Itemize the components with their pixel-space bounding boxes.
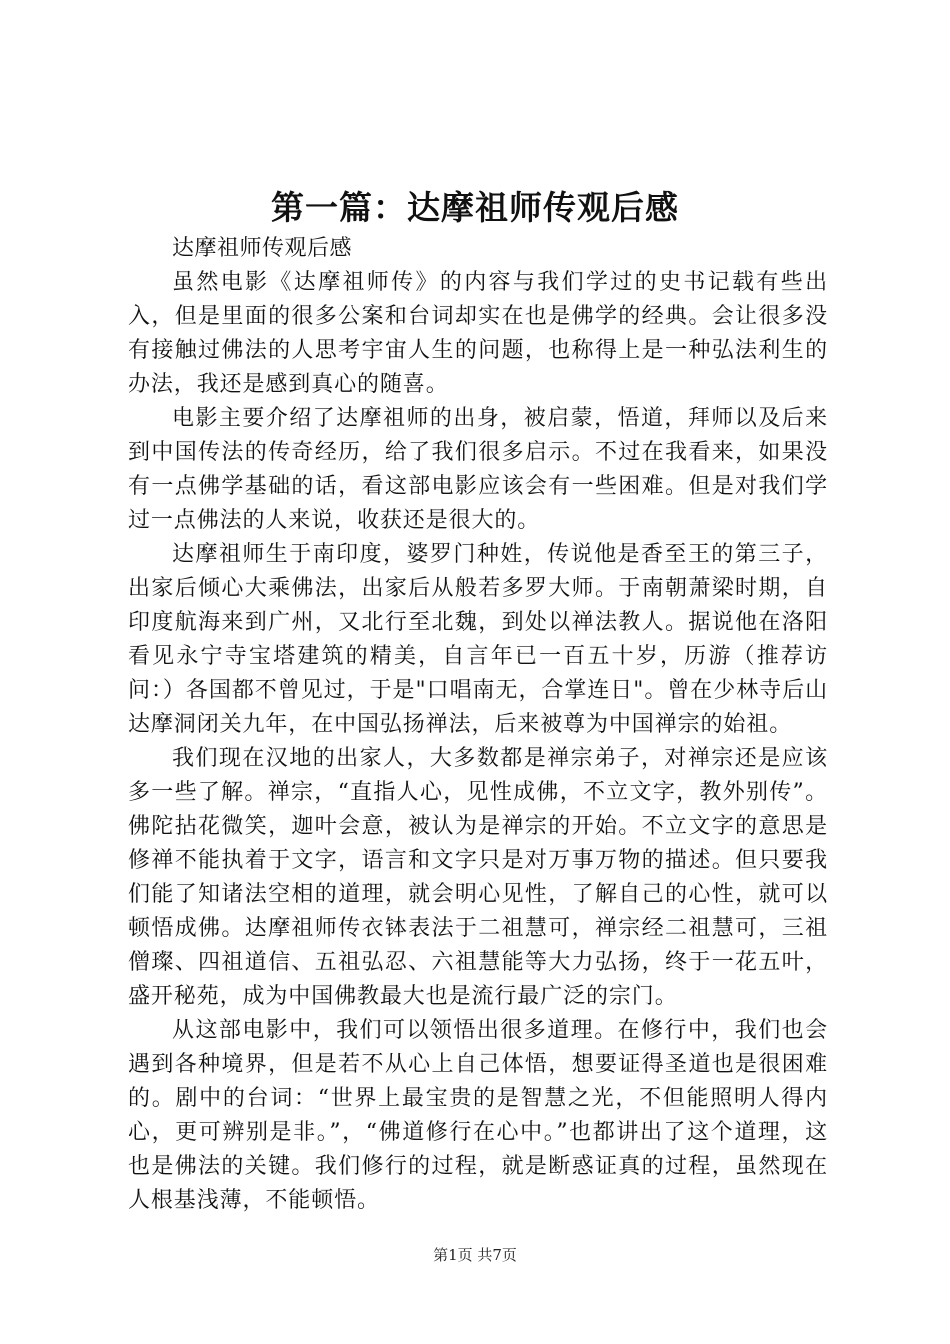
paragraph-5: 从这部电影中，我们可以领悟出很多道理。在修行中，我们也会遇到各种境界，但是若不从心上自己体悟，想要证得圣道也是很困难的。剧中的台词：“世界上最宝贵的是智慧之光，不但能照明人得内心，更可辨别是非。”，“佛道修行在心中。”也都讲出了这个道理，这也是佛法的关键。我们修行的过程，就是断惑证真的过程，虽然现在人根基浅薄，不能顿悟。 — [128, 1018, 828, 1213]
document-title: 第一篇：达摩祖师传观后感 — [271, 188, 679, 227]
document-subtitle: 达摩祖师传观后感 — [172, 236, 353, 261]
paragraph-2: 电影主要介绍了达摩祖师的出身，被启蒙，悟道，拜师以及后来到中国传法的传奇经历，给了我们很多启示。不过在我看来，如果没有一点佛学基础的话，看这部电影应该会有一些困难。但是对我们学过一点佛法的人来说，收获还是很大的。 — [128, 406, 828, 533]
paragraph-3: 达摩祖师生于南印度，婆罗门种姓，传说他是香至王的第三子，出家后倾心大乘佛法，出家后从般若多罗大师。于南朝萧梁时期，自印度航海来到广州，又北行至北魏，到处以禅法教人。据说他在洛阳看见永宁寺宝塔建筑的精美，自言年已一百五十岁，历游（推荐访问：）各国都不曾见过，于是"口唱南无，合掌连日"。曾在少林寺后山达摩洞闭关九年，在中国弘扬禅法，后来被尊为中国禅宗的始祖。 — [128, 542, 828, 737]
paragraph-4: 我们现在汉地的出家人，大多数都是禅宗弟子，对禅宗还是应该多一些了解。禅宗，“直指人心，见性成佛，不立文字，教外别传”。佛陀拈花微笑，迦叶会意，被认为是禅宗的开始。不立文字的意思是修禅不能执着于文字，语言和文字只是对万事万物的描述。但只要我们能了知诸法空相的道理，就会明心见性，了解自己的心性，就可以顿悟成佛。达摩祖师传衣钵表法于二祖慧可，禅宗经二祖慧可，三祖僧璨、四祖道信、五祖弘忍、六祖慧能等大力弘扬，终于一花五叶，盛开秘苑，成为中国佛教最大也是流行最广泛的宗门。 — [128, 746, 828, 1009]
paragraph-1: 虽然电影《达摩祖师传》的内容与我们学过的史书记载有些出入，但是里面的很多公案和台词却实在也是佛学的经典。会让很多没有接触过佛法的人思考宇宙人生的问题，也称得上是一种弘法利生的办法，我还是感到真心的随喜。 — [128, 270, 828, 397]
page-number-footer: 第1页 共7页 — [433, 1246, 517, 1264]
document-body — [128, 232, 828, 1218]
